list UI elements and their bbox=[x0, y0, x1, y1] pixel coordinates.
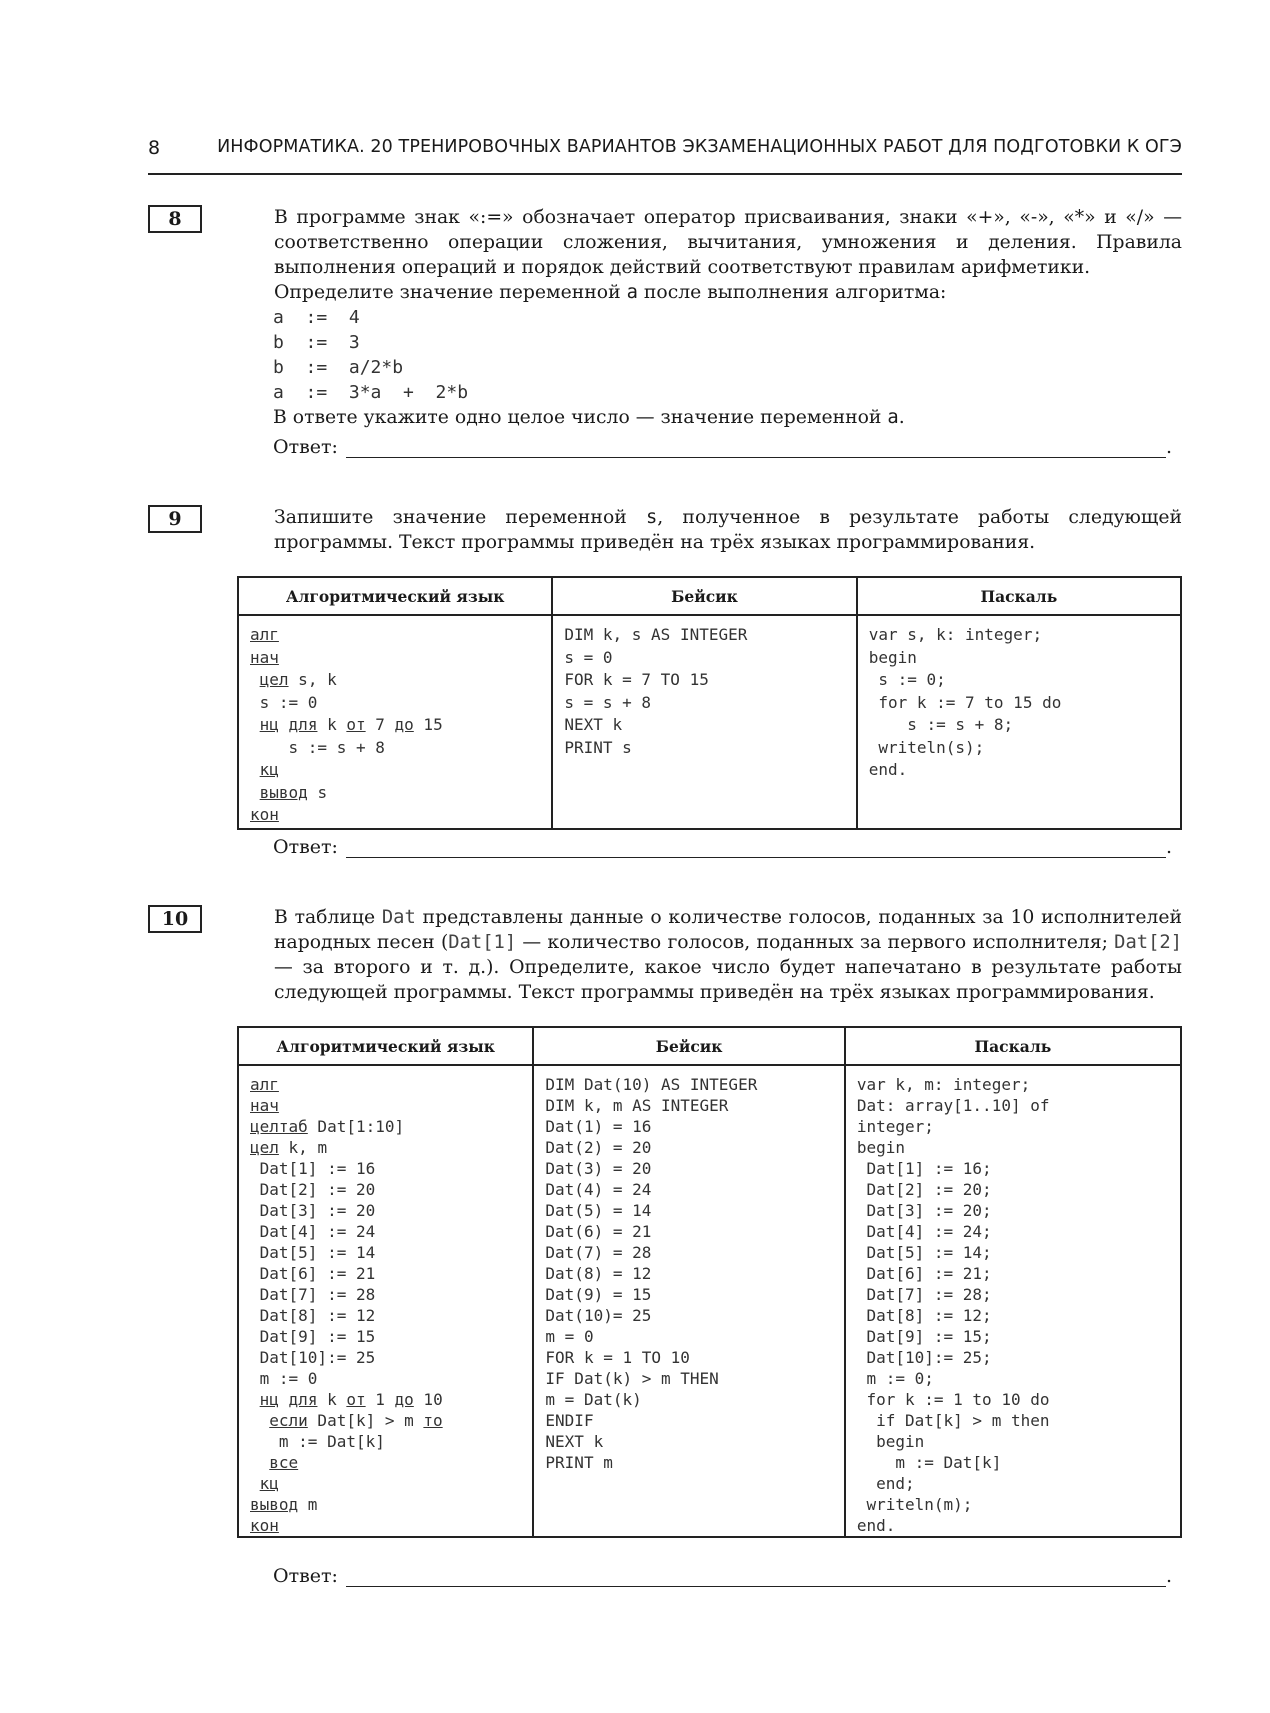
q10-answer-field[interactable] bbox=[346, 1568, 1166, 1587]
q8-instruction: В ответе укажите одно целое число — значение переменной a. bbox=[273, 407, 905, 428]
q9-header-basic: Бейсик bbox=[552, 577, 856, 615]
q8-paragraph-2: Определите значение переменной a после выполнения алгоритма: bbox=[274, 282, 947, 303]
q10-header-basic: Бейсик bbox=[533, 1027, 844, 1065]
q9-answer-field[interactable] bbox=[346, 839, 1166, 858]
q8-paragraph-1: В программе знак «:=» обозначает оператор присваивания, знаки «+», «-», «*» и «/» — соответственно операции сложения, вычитания, умножения и деления. Правила выполнения операций и порядок действий соответствуют правилам арифметики. bbox=[274, 207, 1182, 278]
q9-text: Запишите значение переменной s, полученное в результате работы следующей программы. Текст программы приведён на трёх языках программирования. bbox=[274, 507, 1183, 553]
q10-text: В таблице Dat представлены данные о количестве голосов, поданных за 10 исполнителей народных песен (Dat[1] — количество голосов, поданных за первого исполнителя; Dat[2] — за второго и т. д.). Определите, какое число будет напечатано в результате работы следующей программы. Текст программы приведён на трёх языках программирования. bbox=[274, 907, 1183, 1003]
q9-answer: Ответ: . bbox=[273, 836, 1172, 858]
q10-basic-cell: DIM Dat(10) AS INTEGER DIM k, m AS INTEGER Dat(1) = 16 Dat(2) = 20 Dat(3) = 20 Dat(4) = 24 Dat(5) = 14 Dat(6) = 21 Dat(7) = 28 Dat(8) = 12 Dat(9) = 15 Dat(10)= 25 m = 0 FOR k = 1 TO 10 IF Dat(k) > m THEN m = Dat(k) ENDIF NEXT k PRINT m bbox=[533, 1065, 844, 1537]
q10-header-alg: Алгоритмический язык bbox=[238, 1027, 533, 1065]
q8-algorithm: a := 4 b := 3 b := a/2*b a := 3*a + 2*b bbox=[273, 307, 469, 403]
q9-header-pascal: Паскаль bbox=[857, 577, 1181, 615]
answer-label: Ответ: bbox=[273, 836, 338, 858]
question-number-10: 10 bbox=[148, 905, 202, 933]
q8-answer: Ответ: . bbox=[273, 436, 1172, 458]
running-title: ИНФОРМАТИКА. 20 ТРЕНИРОВОЧНЫХ ВАРИАНТОВ ЭКЗАМЕНАЦИОННЫХ РАБОТ ДЛЯ ПОДГОТОВКИ К ОГЭ bbox=[217, 137, 1182, 157]
q10-answer: Ответ: . bbox=[273, 1565, 1172, 1587]
question-number-9: 9 bbox=[148, 505, 202, 533]
page-number: 8 bbox=[148, 137, 161, 159]
q10-pascal-cell: var k, m: integer; Dat: array[1..10] of integer; begin Dat[1] := 16; Dat[2] := 20; Dat[3] := 20; Dat[4] := 24; Dat[5] := 14; Dat[6] := 21; Dat[7] := 28; Dat[8] := 12; Dat[9] := 15; Dat[10]:= 25; m := 0; for k := 1 to 10 do if Dat[k] > m then begin m := Dat[k] end; writeln(m); end. bbox=[845, 1065, 1181, 1537]
question-number-8: 8 bbox=[148, 205, 202, 233]
q8-answer-field[interactable] bbox=[346, 439, 1166, 458]
answer-label: Ответ: bbox=[273, 436, 338, 458]
q10-alg-cell: алг нач целтаб Dat[1:10] цел k, m Dat[1] := 16 Dat[2] := 20 Dat[3] := 20 Dat[4] := 24 Dat[5] := 14 Dat[6] := 21 Dat[7] := 28 Dat[8] := 12 Dat[9] := 15 Dat[10]:= 25 m := 0 нц для k от 1 до 10 если Dat[k] > m то m := Dat[k] все кц вывод m кон bbox=[238, 1065, 533, 1537]
q8-text bbox=[238, 205, 1182, 305]
q9-basic-cell: DIM k, s AS INTEGER s = 0 FOR k = 7 TO 15 s = s + 8 NEXT k PRINT s bbox=[552, 615, 856, 829]
q10-program-table bbox=[237, 1026, 1182, 1538]
q10-header-pascal: Паскаль bbox=[845, 1027, 1181, 1065]
q9-pascal-cell: var s, k: integer; begin s := 0; for k := 7 to 15 do s := s + 8; writeln(s); end. bbox=[857, 615, 1181, 829]
answer-label: Ответ: bbox=[273, 1565, 338, 1587]
q9-alg-cell: алг нач цел s, k s := 0 нц для k от 7 до 15 s := s + 8 кц вывод s кон bbox=[238, 615, 552, 829]
q9-program-table bbox=[237, 576, 1182, 830]
q9-header-alg: Алгоритмический язык bbox=[238, 577, 552, 615]
page-header bbox=[148, 137, 1182, 175]
